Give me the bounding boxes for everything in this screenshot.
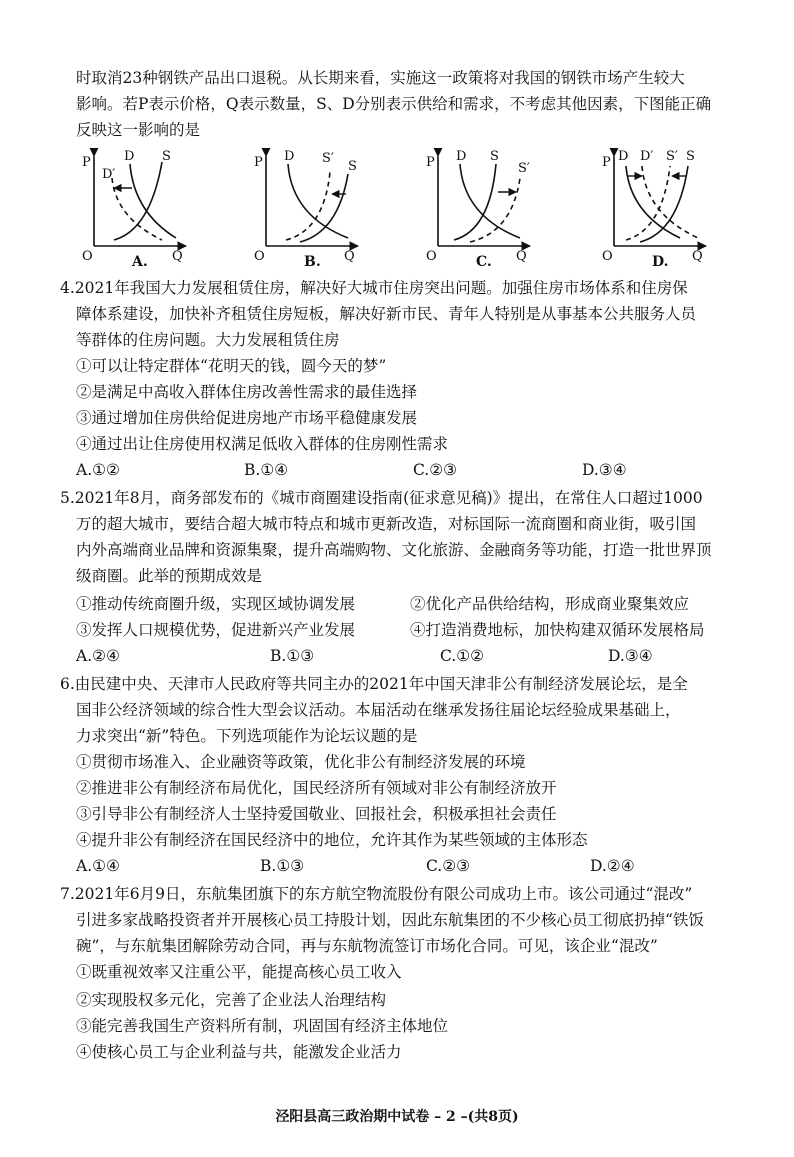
graph-b-option: B. bbox=[304, 254, 321, 270]
q7-item-4: ④使核心员工与企业利益与共，能激发企业活力 bbox=[76, 1043, 402, 1061]
graph-a bbox=[82, 149, 186, 270]
q5-item-1: ①推动传统商圈升级，实现区域协调发展 bbox=[76, 595, 356, 613]
q4-item-2: ②是满足中高收入群体住房改善性需求的最佳选择 bbox=[76, 383, 418, 401]
q7-line-1: 7.2021年6月9日，东航集团旗下的东方航空物流股份有限公司成功上市。该公司通过“混改” bbox=[60, 885, 693, 903]
graph-c-label-d: D bbox=[456, 149, 467, 164]
q4-option-c[interactable]: C.②③ bbox=[413, 461, 458, 479]
graph-b-label-p: P bbox=[254, 155, 263, 170]
graph-d-label-s: S bbox=[686, 149, 695, 164]
graph-d-label-o: O bbox=[602, 249, 613, 264]
graph-d-label-s-prime: S′ bbox=[666, 149, 678, 164]
graph-a-label-d: D bbox=[124, 149, 135, 164]
q7-item-3: ③能完善我国生产资料所有制，巩固国有经济主体地位 bbox=[76, 1017, 449, 1035]
q6-item-2: ②推进非公有制经济布局优化，国民经济所有领域对非公有制经济放开 bbox=[76, 779, 557, 797]
q7-item-1: ①既重视效率又注重公平，能提高核心员工收入 bbox=[76, 963, 402, 981]
q6-line-1: 6.由民建中央、天津市人民政府等共同主办的2021年中国天津非公有制经济发展论坛，是全 bbox=[60, 675, 688, 693]
q5-option-b[interactable]: B.①③ bbox=[270, 647, 315, 665]
q7-line-2: 引进多家战略投资者并开展核心员工持股计划，因此东航集团的不少核心员工彻底扔掉“铁饭 bbox=[76, 911, 704, 929]
q3-line-1: 时取消23种钢铁产品出口退税。从长期来看，实施这一政策将对我国的钢铁市场产生较大 bbox=[76, 69, 685, 87]
q5-line-3: 内外高端商业品牌和资源集聚，提升高端购物、文化旅游、金融商务等功能，打造一批世界顶 bbox=[76, 541, 712, 559]
graphs-svg bbox=[80, 148, 740, 270]
q4-line-1: 4.2021年我国大力发展租赁住房，解决好大城市住房突出问题。加强住房市场体系和住房保 bbox=[60, 279, 688, 297]
q7-item-2: ②实现股权多元化，完善了企业法人治理结构 bbox=[76, 991, 387, 1009]
q4-option-b[interactable]: B.①④ bbox=[244, 461, 289, 479]
q5-item-2: ②优化产品供给结构，形成商业聚集效应 bbox=[410, 595, 690, 613]
q6-option-b[interactable]: B.①③ bbox=[260, 857, 305, 875]
q5-line-2: 万的超大城市，要结合超大城市特点和城市更新改造，对标国际一流商圈和商业街，吸引国 bbox=[76, 515, 697, 533]
graph-a-label-q: Q bbox=[172, 249, 183, 264]
q6-item-4: ④提升非公有制经济在国民经济中的地位，允许其作为某些领域的主体形态 bbox=[76, 831, 588, 849]
graph-d-label-q: Q bbox=[692, 249, 703, 264]
graph-c-label-s-prime: S′ bbox=[518, 161, 530, 176]
graph-c bbox=[426, 149, 530, 270]
graph-a-label-o: O bbox=[82, 249, 93, 264]
q5-line-4: 级商圈。此举的预期成效是 bbox=[76, 567, 263, 585]
graph-a-label-p: P bbox=[82, 155, 91, 170]
graph-c-label-o: O bbox=[426, 249, 437, 264]
q5-item-3: ③发挥人口规模优势，促进新兴产业发展 bbox=[76, 621, 356, 639]
q6-option-d[interactable]: D.②④ bbox=[590, 857, 635, 875]
graph-d-curve-d-prime bbox=[642, 166, 698, 238]
graph-c-option: C. bbox=[476, 254, 492, 270]
q4-item-4: ④通过出让住房使用权满足低收入群体的住房刚性需求 bbox=[76, 435, 449, 453]
q5-options bbox=[76, 646, 736, 666]
graph-b-label-s-prime: S′ bbox=[322, 151, 334, 166]
graph-c-curve-s bbox=[454, 164, 496, 240]
q6-line-2: 国非公经济领域的综合性大型会议活动。本届活动在继承发扬往届论坛经验成果基础上， bbox=[76, 701, 681, 719]
graph-a-curve-d bbox=[130, 164, 176, 238]
graph-c-curve-d bbox=[460, 164, 520, 238]
q6-item-1: ①贯彻市场准入、企业融资等政策，优化非公有制经济发展的环境 bbox=[76, 753, 526, 771]
q3-line-2: 影响。若P表示价格，Q表示数量，S、D分别表示供给和需求，不考虑其他因素，下图能正确 bbox=[76, 95, 712, 113]
graph-b-label-d: D bbox=[284, 149, 295, 164]
q6-line-3: 力求突出“新”特色。下列选项能作为论坛议题的是 bbox=[76, 727, 418, 745]
graph-d-option: D. bbox=[652, 254, 669, 270]
q4-line-2: 障体系建设，加快补齐租赁住房短板，解决好新市民、青年人特别是从事基本公共服务人员 bbox=[76, 305, 697, 323]
graph-c-label-q: Q bbox=[516, 249, 527, 264]
q6-option-a[interactable]: A.①④ bbox=[76, 857, 120, 875]
graph-b-curve-d bbox=[288, 164, 348, 238]
graph-d-label-d-prime: D′ bbox=[640, 149, 654, 164]
q7-line-3: 碗”，与东航集团解除劳动合同，再与东航物流签订市场化合同。可见，该企业“混改” bbox=[76, 937, 658, 955]
q5-line-1: 5.2021年8月，商务部发布的《城市商圈建设指南(征求意见稿)》提出，在常住人口超过1000 bbox=[60, 489, 703, 507]
graph-a-label-s: S bbox=[162, 149, 171, 164]
graph-b-label-q: Q bbox=[344, 249, 355, 264]
q4-line-3: 等群体的住房问题。大力发展租赁住房 bbox=[76, 331, 340, 349]
q4-item-1: ①可以让特定群体“花明天的钱，圆今天的梦” bbox=[76, 357, 387, 375]
graph-b bbox=[254, 149, 358, 270]
q4-item-3: ③通过增加住房供给促进房地产市场平稳健康发展 bbox=[76, 409, 418, 427]
graph-d bbox=[602, 149, 706, 270]
graph-b-label-s: S bbox=[348, 159, 357, 174]
supply-demand-graphs bbox=[80, 148, 740, 270]
graph-a-label-d-prime: D′ bbox=[102, 167, 116, 182]
q6-options bbox=[76, 856, 736, 876]
graph-a-curve-s bbox=[114, 162, 162, 240]
q5-option-a[interactable]: A.②④ bbox=[76, 647, 120, 665]
q6-option-c[interactable]: C.②③ bbox=[426, 857, 471, 875]
graph-d-curve-s bbox=[640, 166, 688, 242]
graph-d-label-d: D bbox=[618, 149, 629, 164]
graph-b-label-o: O bbox=[254, 249, 265, 264]
q4-option-d[interactable]: D.③④ bbox=[582, 461, 627, 479]
graph-a-option: A. bbox=[132, 254, 148, 270]
q3-line-3: 反映这一影响的是 bbox=[76, 121, 201, 139]
graph-b-curve-s bbox=[300, 174, 348, 242]
q4-options bbox=[76, 460, 736, 480]
page-footer: 泾阳县高三政治期中试卷 – 2 –(共8页) bbox=[275, 1109, 519, 1125]
graph-d-label-p: P bbox=[602, 155, 611, 170]
q5-option-d[interactable]: D.③④ bbox=[608, 647, 653, 665]
graph-c-label-s: S bbox=[490, 149, 499, 164]
q5-item-4: ④打造消费地标，加快构建双循环发展格局 bbox=[410, 621, 705, 639]
q6-item-3: ③引导非公有制经济人士坚持爱国敬业、回报社会，积极承担社会责任 bbox=[76, 805, 557, 823]
graph-c-label-p: P bbox=[426, 155, 435, 170]
q5-option-c[interactable]: C.①② bbox=[440, 647, 485, 665]
q4-option-a[interactable]: A.①② bbox=[76, 461, 120, 479]
